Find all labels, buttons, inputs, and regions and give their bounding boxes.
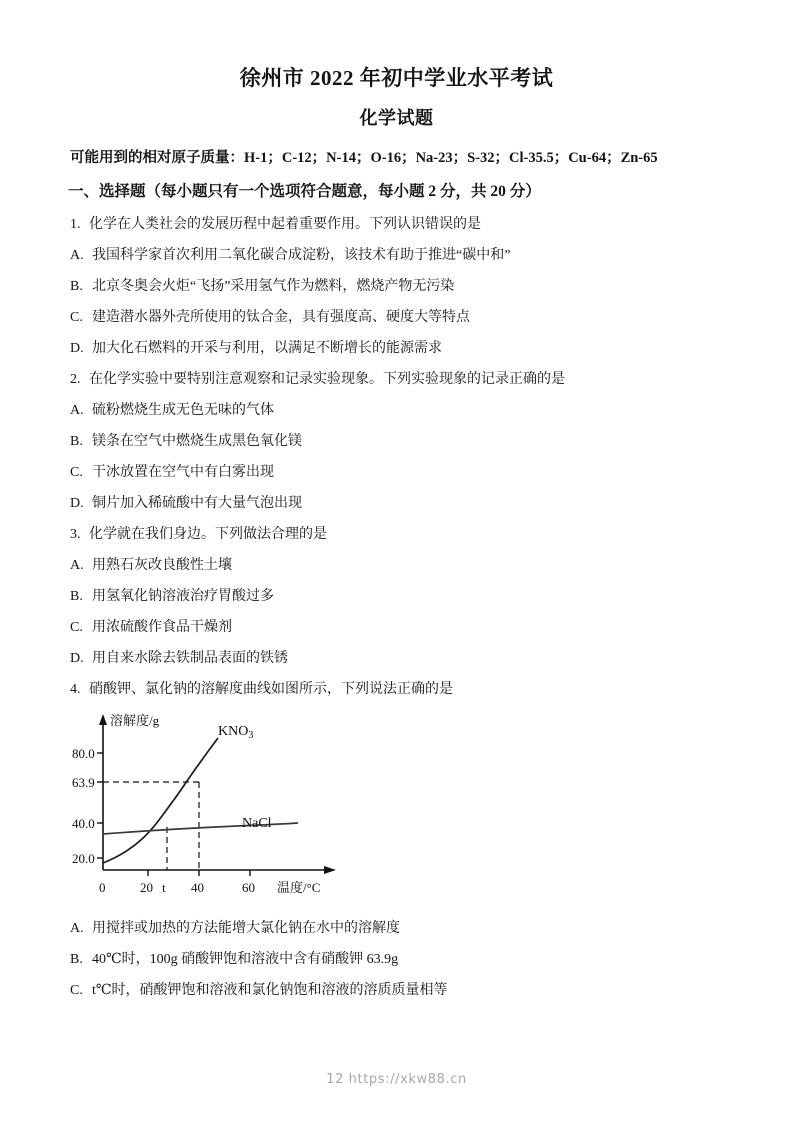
option-text-3-c: 用浓硫酸作食品干燥剂 [92,620,232,635]
option-2-c[interactable] [70,465,274,481]
option-2-a[interactable] [70,403,274,419]
option-text-2-d: 铜片加入稀硫酸中有大量气泡出现 [92,496,302,511]
x-tick-label-20: 20 [140,880,153,895]
option-4-b[interactable] [70,952,398,968]
option-3-d[interactable] [70,651,288,667]
option-2-d[interactable] [70,496,302,512]
page-footer-watermark: 12 https://xkw88.cn [326,1072,467,1087]
page-subtitle: 化学试题 [359,108,434,128]
section-heading: 一、选择题（每小题只有一个选项符合题意，每小题 2 分，共 20 分） [68,183,541,200]
x-axis-arrow-icon [324,866,336,874]
question-number-2: 2. [70,372,81,387]
option-4-c[interactable] [70,983,448,999]
atomic-mass-note: 可能用到的相对原子质量：H-1；C-12；N-14；O-16；Na-23；S-32；Cl-35.5；Cu-64；Zn-65 [70,150,658,166]
option-label-1-d: D. [70,341,84,356]
option-text-2-b: 镁条在空气中燃烧生成黑色氧化镁 [92,434,302,449]
option-text-4-b: 40℃时，100g 硝酸钾饱和溶液中含有硝酸钾 63.9g [92,952,399,967]
question-text-1: 化学在人类社会的发展历程中起着重要作用。下列认识错误的是 [89,217,481,232]
option-label-3-a: A. [70,558,84,573]
option-1-a[interactable] [70,248,510,264]
option-label-4-b: B. [70,952,83,967]
option-text-3-a: 用熟石灰改良酸性土壤 [92,558,232,573]
option-text-4-a: 用搅拌或加热的方法能增大氯化钠在水中的溶解度 [92,921,400,936]
option-4-a[interactable] [70,921,400,937]
option-3-b[interactable] [70,589,274,605]
question-stem-3 [70,527,327,543]
option-text-1-d: 加大化石燃料的开采与利用，以满足不断增长的能源需求 [92,341,442,356]
option-3-c[interactable] [70,620,232,636]
y-tick-label-80: 80.0 [72,746,95,761]
solubility-curve-figure [72,706,362,906]
series-curve-kno3 [103,738,218,863]
option-text-3-b: 用氢氧化钠溶液治疗胃酸过多 [92,589,274,604]
option-label-1-b: B. [70,279,83,294]
question-text-2: 在化学实验中要特别注意观察和记录实验现象。下列实验现象的记录正确的是 [89,372,565,387]
y-tick-label-20: 20.0 [72,851,95,866]
question-number-3: 3. [70,527,81,542]
option-1-c[interactable] [70,310,470,326]
page-title: 徐州市 2022 年初中学业水平考试 [239,66,554,90]
question-number-1: 1. [70,217,81,232]
option-label-2-d: D. [70,496,84,511]
option-label-4-c: C. [70,983,83,998]
option-text-1-a: 我国科学家首次利用二氧化碳合成淀粉，该技术有助于推进“碳中和” [92,248,511,263]
question-text-3: 化学就在我们身边。下列做法合理的是 [89,527,327,542]
option-label-2-c: C. [70,465,83,480]
y-tick-label-63-9: 63.9 [72,775,95,790]
option-text-3-d: 用自来水除去铁制品表面的铁锈 [92,651,288,666]
question-text-4: 硝酸钾、氯化钠的溶解度曲线如图所示，下列说法正确的是 [89,682,453,697]
y-tick-label-40: 40.0 [72,816,95,831]
option-1-d[interactable] [70,341,442,357]
y-axis-label: 溶解度/g [110,713,160,728]
option-text-4-c: t℃时，硝酸钾饱和溶液和氯化钠饱和溶液的溶质质量相等 [92,983,448,998]
option-text-1-b: 北京冬奥会火炬“飞扬”采用氢气作为燃料，燃烧产物无污染 [92,279,455,294]
option-label-2-b: B. [70,434,83,449]
x-tick-label-40: 40 [191,880,204,895]
option-text-1-c: 建造潜水器外壳所使用的钛合金，具有强度高、硬度大等特点 [92,310,470,325]
question-stem-1 [70,217,481,233]
option-label-3-d: D. [70,651,84,666]
option-label-3-b: B. [70,589,83,604]
x-axis-label: 温度/°C [277,880,321,895]
y-axis-arrow-icon [99,714,107,725]
option-1-b[interactable] [70,279,454,295]
option-label-3-c: C. [70,620,83,635]
option-text-2-a: 硫粉燃烧生成无色无味的气体 [92,403,274,418]
option-3-a[interactable] [70,558,232,574]
option-label-4-a: A. [70,921,84,936]
x-tick-label-60: 60 [242,880,255,895]
x-tick-label-0: 0 [99,880,106,895]
series-label-nacl: NaCl [242,816,272,831]
series-label-kno3: $KNO_3$ [218,724,254,741]
option-label-1-c: C. [70,310,83,325]
question-stem-4 [70,682,453,698]
option-2-b[interactable] [70,434,302,450]
x-tick-label-t: t [162,880,166,895]
option-text-2-c: 干冰放置在空气中有白雾出现 [92,465,274,480]
option-label-1-a: A. [70,248,84,263]
solubility-chart-svg [72,706,362,906]
question-number-4: 4. [70,682,81,697]
option-label-2-a: A. [70,403,84,418]
question-stem-2 [70,372,565,388]
